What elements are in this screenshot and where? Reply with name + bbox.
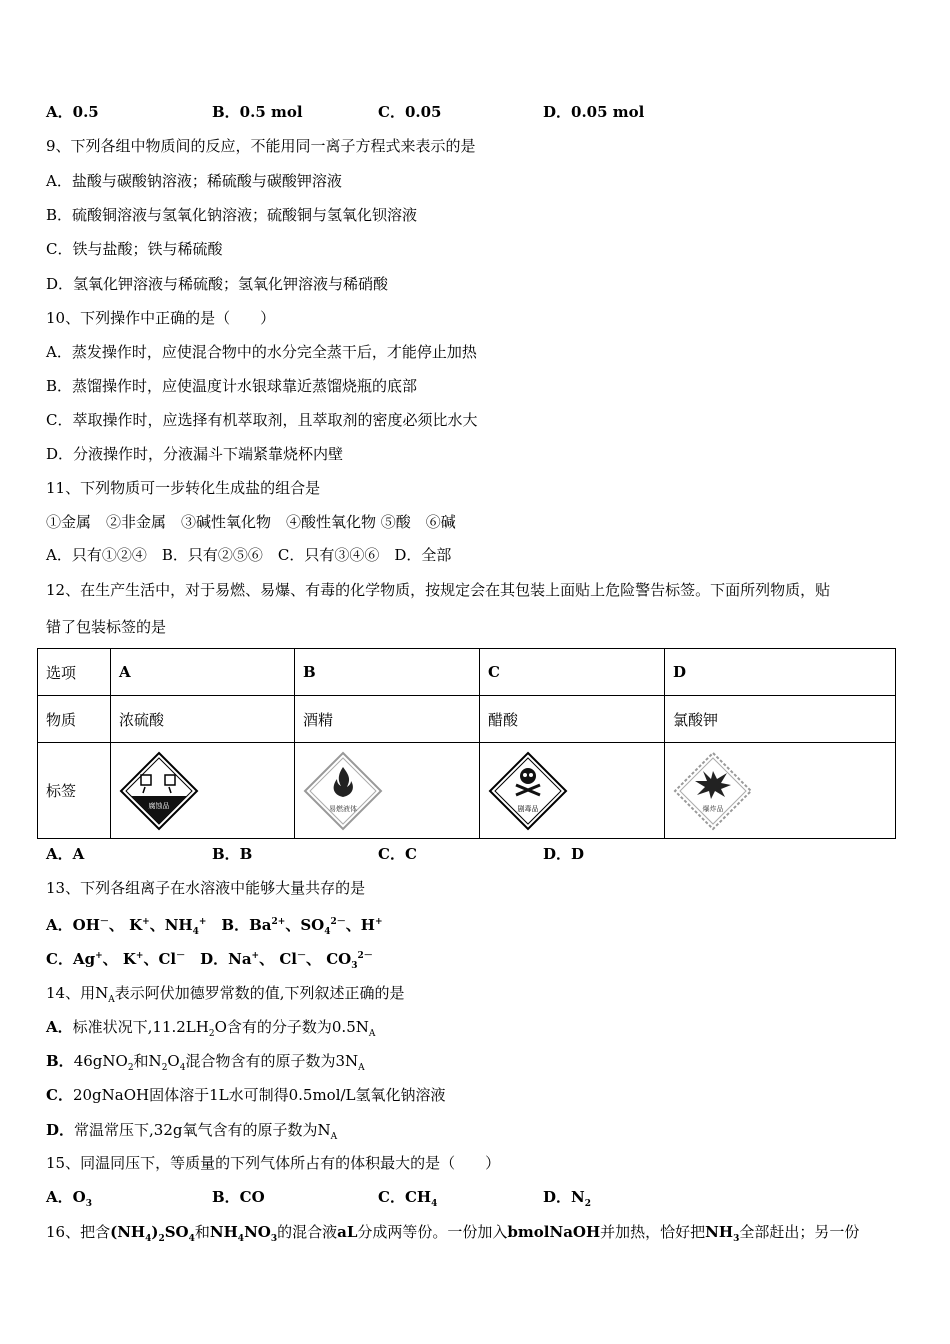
q8-option-d: D．0.05 mol xyxy=(543,103,645,121)
q9-stem: 9、下列各组中物质间的反应，不能用同一离子方程式来表示的是 xyxy=(46,137,476,155)
col-d-letter: D xyxy=(665,649,896,696)
q9-option-c: C．铁与盐酸；铁与稀硫酸 xyxy=(46,240,223,258)
corrosive-sign-icon xyxy=(119,751,199,831)
q8-option-b: B．0.5 mol xyxy=(212,103,303,121)
col-c-label-cell xyxy=(480,743,665,839)
col-b-substance: 酒精 xyxy=(295,696,480,743)
q10-stem: 10、下列操作中正确的是（ ） xyxy=(46,309,276,327)
q8-options xyxy=(0,102,950,122)
q10-option-d: D．分液操作时，分液漏斗下端紧靠烧杯内壁 xyxy=(46,445,344,463)
explosive-sign-icon xyxy=(673,751,753,831)
q9-option-d: D．氢氧化钾溶液与稀硫酸；氢氧化钾溶液与稀硝酸 xyxy=(46,275,389,293)
row-header-option: 选项 xyxy=(38,649,111,696)
row-header-substance: 物质 xyxy=(38,696,111,743)
col-d-label-cell xyxy=(665,743,896,839)
toxic-sign-text: 剧毒品 xyxy=(517,804,539,813)
q10-option-c: C．萃取操作时，应选择有机萃取剂，且萃取剂的密度必须比水大 xyxy=(46,411,478,429)
flammable-sign-text: 易燃液体 xyxy=(329,804,357,813)
col-a-substance: 浓硫酸 xyxy=(111,696,295,743)
q10-option-b: B．蒸馏操作时，应使温度计水银球靠近蒸馏烧瓶的底部 xyxy=(46,377,418,395)
q9-option-b: B．硫酸铜溶液与氢氧化钠溶液；硫酸铜与氢氧化钡溶液 xyxy=(46,206,418,224)
row-header-label: 标签 xyxy=(38,743,111,839)
q14-option-c: C．20gNaOH固体溶于1L水可制得0.5mol/L氢氧化钠溶液 xyxy=(46,1086,446,1104)
corrosive-sign-text: 腐蚀品 xyxy=(148,801,170,810)
q8-option-c: C．0.05 xyxy=(378,103,442,121)
flammable-liquid-sign-icon xyxy=(303,751,383,831)
q14-option-b: B．46gNO$_2$和$N_2O_4$混合物含有的原子数为$3N_A$ xyxy=(46,1052,365,1073)
q12-stem-line1: 12、在生产生活中，对于易燃、易爆、有毒的化学物质，按规定会在其包装上面贴上危险警告标签。下面所列物质，贴 xyxy=(46,581,831,599)
q15-option-b: B．CO xyxy=(212,1188,265,1206)
q12-option-c: C．C xyxy=(378,845,417,863)
q9-option-a: A．盐酸与碳酸钠溶液；稀硫酸与碳酸钾溶液 xyxy=(46,172,342,190)
q12-option-d: D．D xyxy=(543,845,585,863)
q13-options-cd: C．Ag+、 K+、Cl－ D．Na+、 Cl－、 $CO_3^{2-}$ xyxy=(46,950,373,971)
hazard-label-table xyxy=(37,648,896,839)
q13-stem: 13、下列各组离子在水溶液中能够大量共存的是 xyxy=(46,879,366,897)
col-b-letter: B xyxy=(295,649,480,696)
q15-option-c: C．$CH_4$ xyxy=(378,1188,438,1209)
q14-stem: 14、用$N_A$表示阿伏加德罗常数的值,下列叙述正确的是 xyxy=(46,984,405,1005)
col-c-substance: 醋酸 xyxy=(480,696,665,743)
col-c-letter: C xyxy=(480,649,665,696)
col-d-substance: 氯酸钾 xyxy=(665,696,896,743)
q12-option-b: B．B xyxy=(212,845,253,863)
q12-stem-line2: 错了包装标签的是 xyxy=(46,618,167,636)
q15-options xyxy=(0,1187,950,1207)
explosive-sign-text: 爆炸品 xyxy=(702,804,724,813)
q15-stem: 15、同温同压下，等质量的下列气体所占有的体积最大的是（ ） xyxy=(46,1154,501,1172)
q14-option-d: D．常温常压下,32g氧气含有的原子数为$N_A$ xyxy=(46,1121,338,1142)
q13-options-ab: A．OH－、 K+、$NH_4^+$ B．$Ba^{2+}$、$SO_4^{2-}$、H+ xyxy=(46,916,383,937)
q12-options xyxy=(0,844,950,864)
col-a-letter: A xyxy=(111,649,295,696)
q11-options: A．只有①②④ B．只有②⑤⑥ C．只有③④⑥ D．全部 xyxy=(46,546,452,564)
q14-option-a: A．标准状况下$,11.2LH_2O$含有的分子数为$0.5N_A$ xyxy=(46,1018,376,1039)
col-a-label-cell xyxy=(111,743,295,839)
col-b-label-cell xyxy=(295,743,480,839)
q8-option-a: A．0.5 xyxy=(46,103,99,121)
q15-option-a: A．$O_3$ xyxy=(46,1188,92,1209)
q15-option-d: D．$N_2$ xyxy=(543,1188,591,1209)
q12-option-a: A．A xyxy=(46,845,85,863)
q11-items: ①金属 ②非金属 ③碱性氧化物 ④酸性氧化物 ⑤酸 ⑥碱 xyxy=(46,513,456,531)
toxic-sign-icon xyxy=(488,751,568,831)
q10-option-a: A．蒸发操作时，应使混合物中的水分完全蒸干后，才能停止加热 xyxy=(46,343,477,361)
q16-stem: 16、把含$(NH_4)_2SO_4$和$NH_4NO_3$的混合液aL分成两等份。一份加入bmolNaOH并加热，恰好把$NH_3$全部赶出；另一份 xyxy=(46,1223,860,1244)
q11-stem: 11、下列物质可一步转化生成盐的组合是 xyxy=(46,479,321,497)
